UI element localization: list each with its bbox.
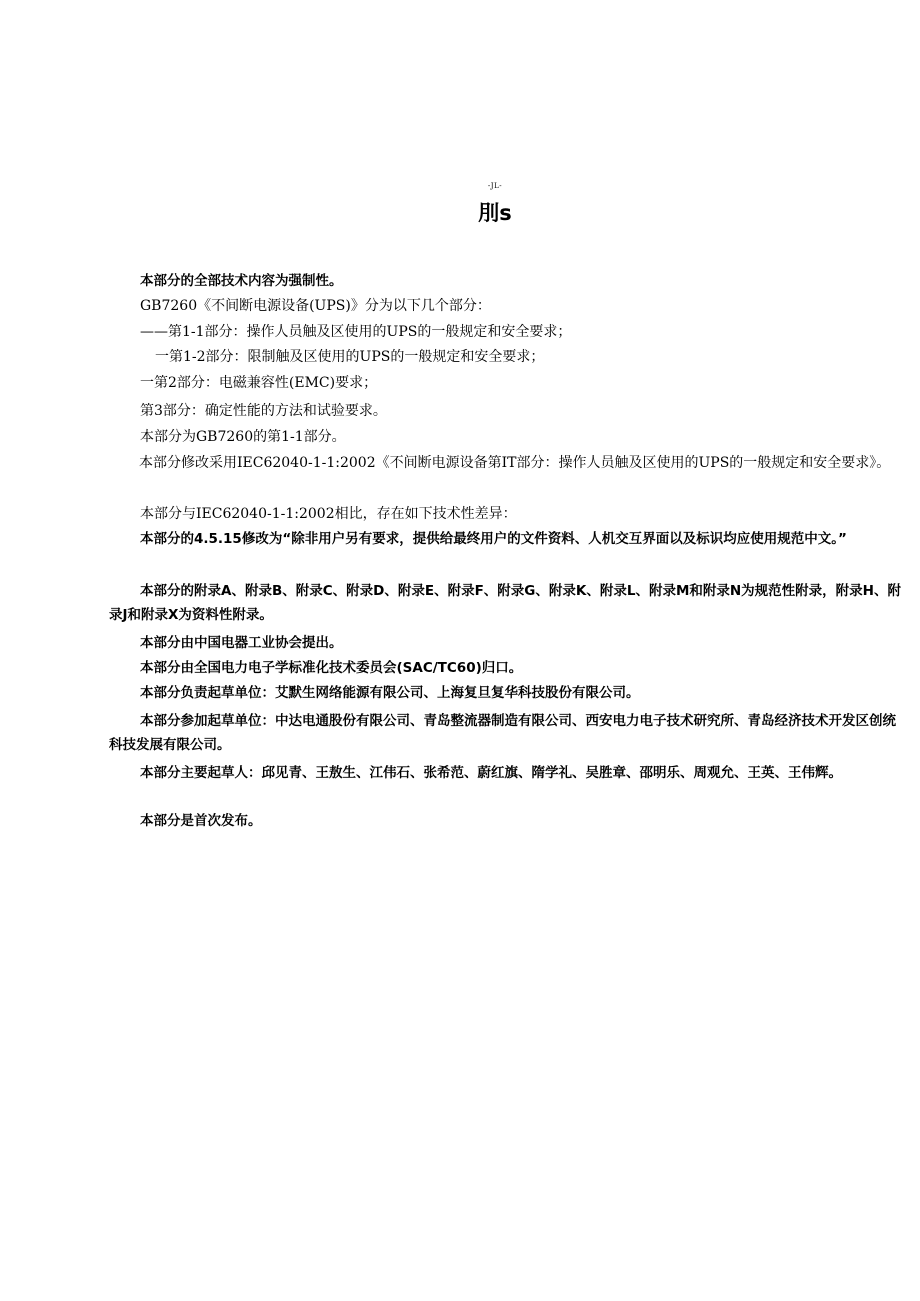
paragraph-proposer: 本部分由中国电器工业协会提出。 — [140, 635, 343, 651]
paragraph-participating-drafters: 本部分参加起草单位：中达电通股份有限公司、青岛整流器制造有限公司、西安电力电子技术研究所、青岛经济技术开发区创统科技发展有限公司。 — [109, 713, 896, 753]
paragraph-annexes: 本部分的附录A、附录B、附录C、附录D、附录E、附录F、附录G、附录K、附录L、附录M和附录N为规范性附录，附录H、附录J和附录X为资料性附录。 — [109, 583, 901, 623]
paragraph-parts-intro: GB7260《不间断电源设备(UPS)》分为以下几个部分： — [140, 298, 491, 314]
paragraph-mandatory: 本部分的全部技术内容为强制性。 — [140, 273, 343, 289]
paragraph-differences-intro: 本部分与IEC62040-1-1:2002相比，存在如下技术性差异： — [140, 506, 517, 522]
paragraph-part-2: 一第2部分：电磁兼容性(EMC)要求； — [140, 375, 378, 391]
page-kicker: -JL- — [487, 182, 503, 190]
paragraph-difference-4-5-15: 本部分的4.5.15修改为“除非用户另有要求，提供给最终用户的文件资料、人机交互界面以及标识均应使用规范中文。” — [140, 531, 847, 547]
paragraph-first-release: 本部分是首次发布。 — [140, 813, 262, 829]
paragraph-this-part: 本部分为GB7260的第1-1部分。 — [140, 429, 346, 445]
paragraph-part-1-2: 一第1-2部分：限制触及区使用的UPS的一般规定和安全要求； — [155, 349, 545, 365]
paragraph-lead-drafters: 本部分负责起草单位：艾默生网络能源有限公司、上海复旦复华科技股份有限公司。 — [140, 685, 640, 701]
paragraph-part-3: 第3部分：确定性能的方法和试验要求。 — [140, 403, 387, 419]
paragraph-adoption: 本部分修改采用IEC62040-1-1:2002《不间断电源设备第IT部分：操作人员触及区使用的UPS的一般规定和安全要求》。 — [139, 455, 891, 471]
paragraph-principal-authors: 本部分主要起草人：邱见青、王敖生、江伟石、张希范、蔚红旗、隋学礼、吴胜章、邵明乐、周观允、王英、王伟辉。 — [140, 765, 842, 781]
paragraph-committee: 本部分由全国电力电子学标准化技术委员会(SAC/TC60)归口。 — [140, 660, 523, 676]
page-title: 刖s — [478, 201, 512, 225]
paragraph-part-1-1: ——第1-1部分：操作人员触及区使用的UPS的一般规定和安全要求； — [140, 324, 572, 340]
